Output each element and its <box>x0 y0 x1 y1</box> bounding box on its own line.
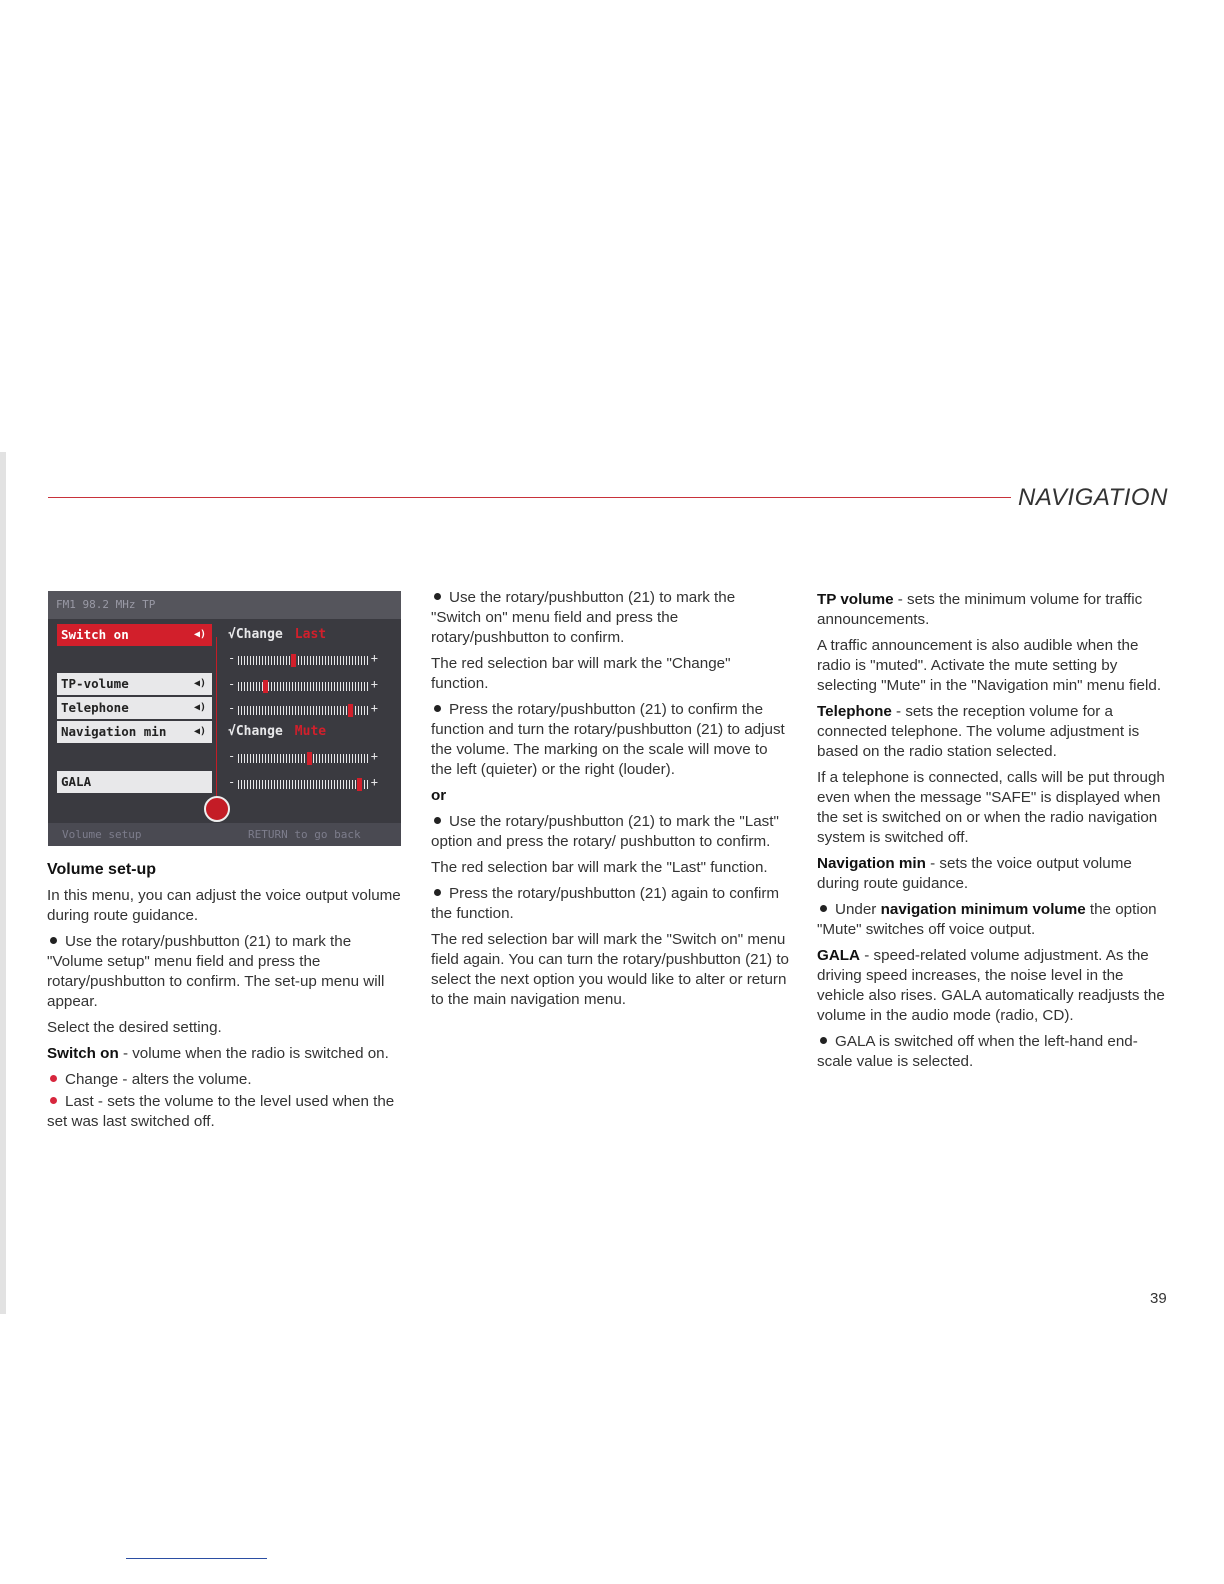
mute-label: Mute <box>294 724 327 739</box>
speaker-icon: ◀) <box>193 629 206 640</box>
change-label: √Change <box>228 627 283 642</box>
bullet-icon <box>434 817 441 824</box>
menu-item-switch-on <box>57 624 212 646</box>
rotary-knob-icon <box>204 796 230 822</box>
paragraph: Select the desired setting. <box>47 1019 222 1036</box>
bullet-paragraph: GALA is switched off when the left-hand end-scale value is selected. <box>817 1033 1138 1070</box>
definition-paragraph: Telephone - sets the reception volume for a connected telephone. The volume adjustment is based on the radio station selected. <box>817 703 1140 760</box>
red-bullet-paragraph: Last - sets the volume to the level used when the set was last switched off. <box>47 1093 395 1130</box>
or-separator: or <box>431 787 447 804</box>
section-title: Volume set-up <box>47 861 157 878</box>
text-column-1 <box>47 860 403 1138</box>
paragraph: The red selection bar will mark the "Change" function. <box>431 655 731 692</box>
paragraph: A traffic announcement is also audible when the radio is "muted". Activate the mute setting by selecting "Mute" in the "Navigation min" menu field. <box>817 637 1162 694</box>
text-column-2 <box>431 588 789 1016</box>
menu-item-label: GALA <box>61 774 92 789</box>
volume-scale-marker <box>263 680 268 693</box>
menu-item-label: Navigation min <box>61 724 167 739</box>
menu-item-gala <box>57 771 212 793</box>
screen-bottom-left-text: Volume setup <box>62 828 142 841</box>
speaker-icon: ◀) <box>193 678 206 689</box>
volume-scale-marker <box>307 752 312 765</box>
volume-scale-marker <box>348 704 353 717</box>
speaker-icon: ◀) <box>193 726 206 737</box>
menu-item-navigation-min <box>57 721 212 743</box>
text-column-3 <box>817 590 1172 1078</box>
last-label: Last <box>294 627 327 642</box>
menu-item-label: TP-volume <box>61 676 129 691</box>
speaker-icon: ◀) <box>193 702 206 713</box>
bullet-icon <box>820 1037 827 1044</box>
bullet-icon <box>50 937 57 944</box>
volume-scale-marker <box>291 654 296 667</box>
volume-scale: - + <box>228 749 378 763</box>
screen-bottom-right-text: RETURN to go back <box>248 828 361 841</box>
change-last-option <box>228 624 378 646</box>
bullet-paragraph: Under navigation minimum volume the option "Mute" switches off voice output. <box>817 901 1157 938</box>
definition-paragraph: TP volume - sets the minimum volume for traffic announcements. <box>817 591 1143 628</box>
footer-rule <box>126 1558 267 1559</box>
bullet-paragraph: Use the rotary/pushbutton (21) to mark the "Last" option and press the rotary/ pushbutton to confirm. <box>431 813 779 850</box>
red-bullet-paragraph: Change - alters the volume. <box>47 1070 403 1090</box>
menu-item-telephone <box>57 697 212 719</box>
volume-scale: - + <box>228 701 378 715</box>
menu-item-label: Switch on <box>61 627 129 642</box>
volume-scale-marker <box>357 778 362 791</box>
menu-item-label: Telephone <box>61 700 129 715</box>
bullet-icon <box>434 705 441 712</box>
bullet-paragraph: Press the rotary/pushbutton (21) again to confirm the function. <box>431 885 780 922</box>
volume-scale: - + <box>228 775 378 789</box>
menu-item-tp-volume <box>57 673 212 695</box>
definition-paragraph: Navigation min - sets the voice output volume during route guidance. <box>817 855 1132 892</box>
red-bullet-icon <box>50 1097 57 1104</box>
bullet-icon <box>820 905 827 912</box>
bullet-paragraph: Use the rotary/pushbutton (21) to mark the "Volume setup" menu field and press the rotary/pushbutton to confirm. The set-up menu will appear. <box>47 933 385 1010</box>
navigation-screen-illustration <box>48 591 401 846</box>
definition-paragraph: Switch on - volume when the radio is switched on. <box>47 1045 389 1062</box>
screen-top-band <box>48 591 401 619</box>
bullet-paragraph: Press the rotary/pushbutton (21) to confirm the function and turn the rotary/pushbutton (21) to adjust the volume. The marking on the scale will move to the left (quieter) or the right (louder). <box>431 701 785 778</box>
page-header-title: NAVIGATION <box>1018 484 1168 511</box>
paragraph: In this menu, you can adjust the voice output volume during route guidance. <box>47 887 401 924</box>
paragraph: The red selection bar will mark the "Last" function. <box>431 859 768 876</box>
red-bullet-icon <box>50 1075 57 1082</box>
paragraph: If a telephone is connected, calls will be put through even when the message "SAFE" is displayed when the set is switched on or when the radio navigation system is switched off. <box>817 769 1165 846</box>
volume-scale: - + <box>228 677 378 691</box>
bullet-icon <box>434 593 441 600</box>
volume-scale: - + <box>228 651 378 665</box>
change-mute-option <box>228 721 378 743</box>
screen-bottom-band <box>48 823 401 846</box>
page-number: 39 <box>1150 1290 1167 1307</box>
definition-paragraph: GALA - speed-related volume adjustment. As the driving speed increases, the noise level in the vehicle also rises. GALA automatically readjusts the volume in the audio mode (radio, CD). <box>817 947 1165 1024</box>
change-label: √Change <box>228 724 283 739</box>
bullet-paragraph: Use the rotary/pushbutton (21) to mark the "Switch on" menu field and press the rotary/pushbutton to confirm. <box>431 589 736 646</box>
header-rule <box>48 497 1011 498</box>
selection-line <box>216 637 217 797</box>
screen-top-text: FM1 98.2 MHz TP <box>56 598 156 611</box>
bullet-icon <box>434 889 441 896</box>
paragraph: The red selection bar will mark the "Switch on" menu field again. You can turn the rotary/pushbutton (21) to select the next option you would like to alter or return to the main navigation menu. <box>431 931 789 1008</box>
